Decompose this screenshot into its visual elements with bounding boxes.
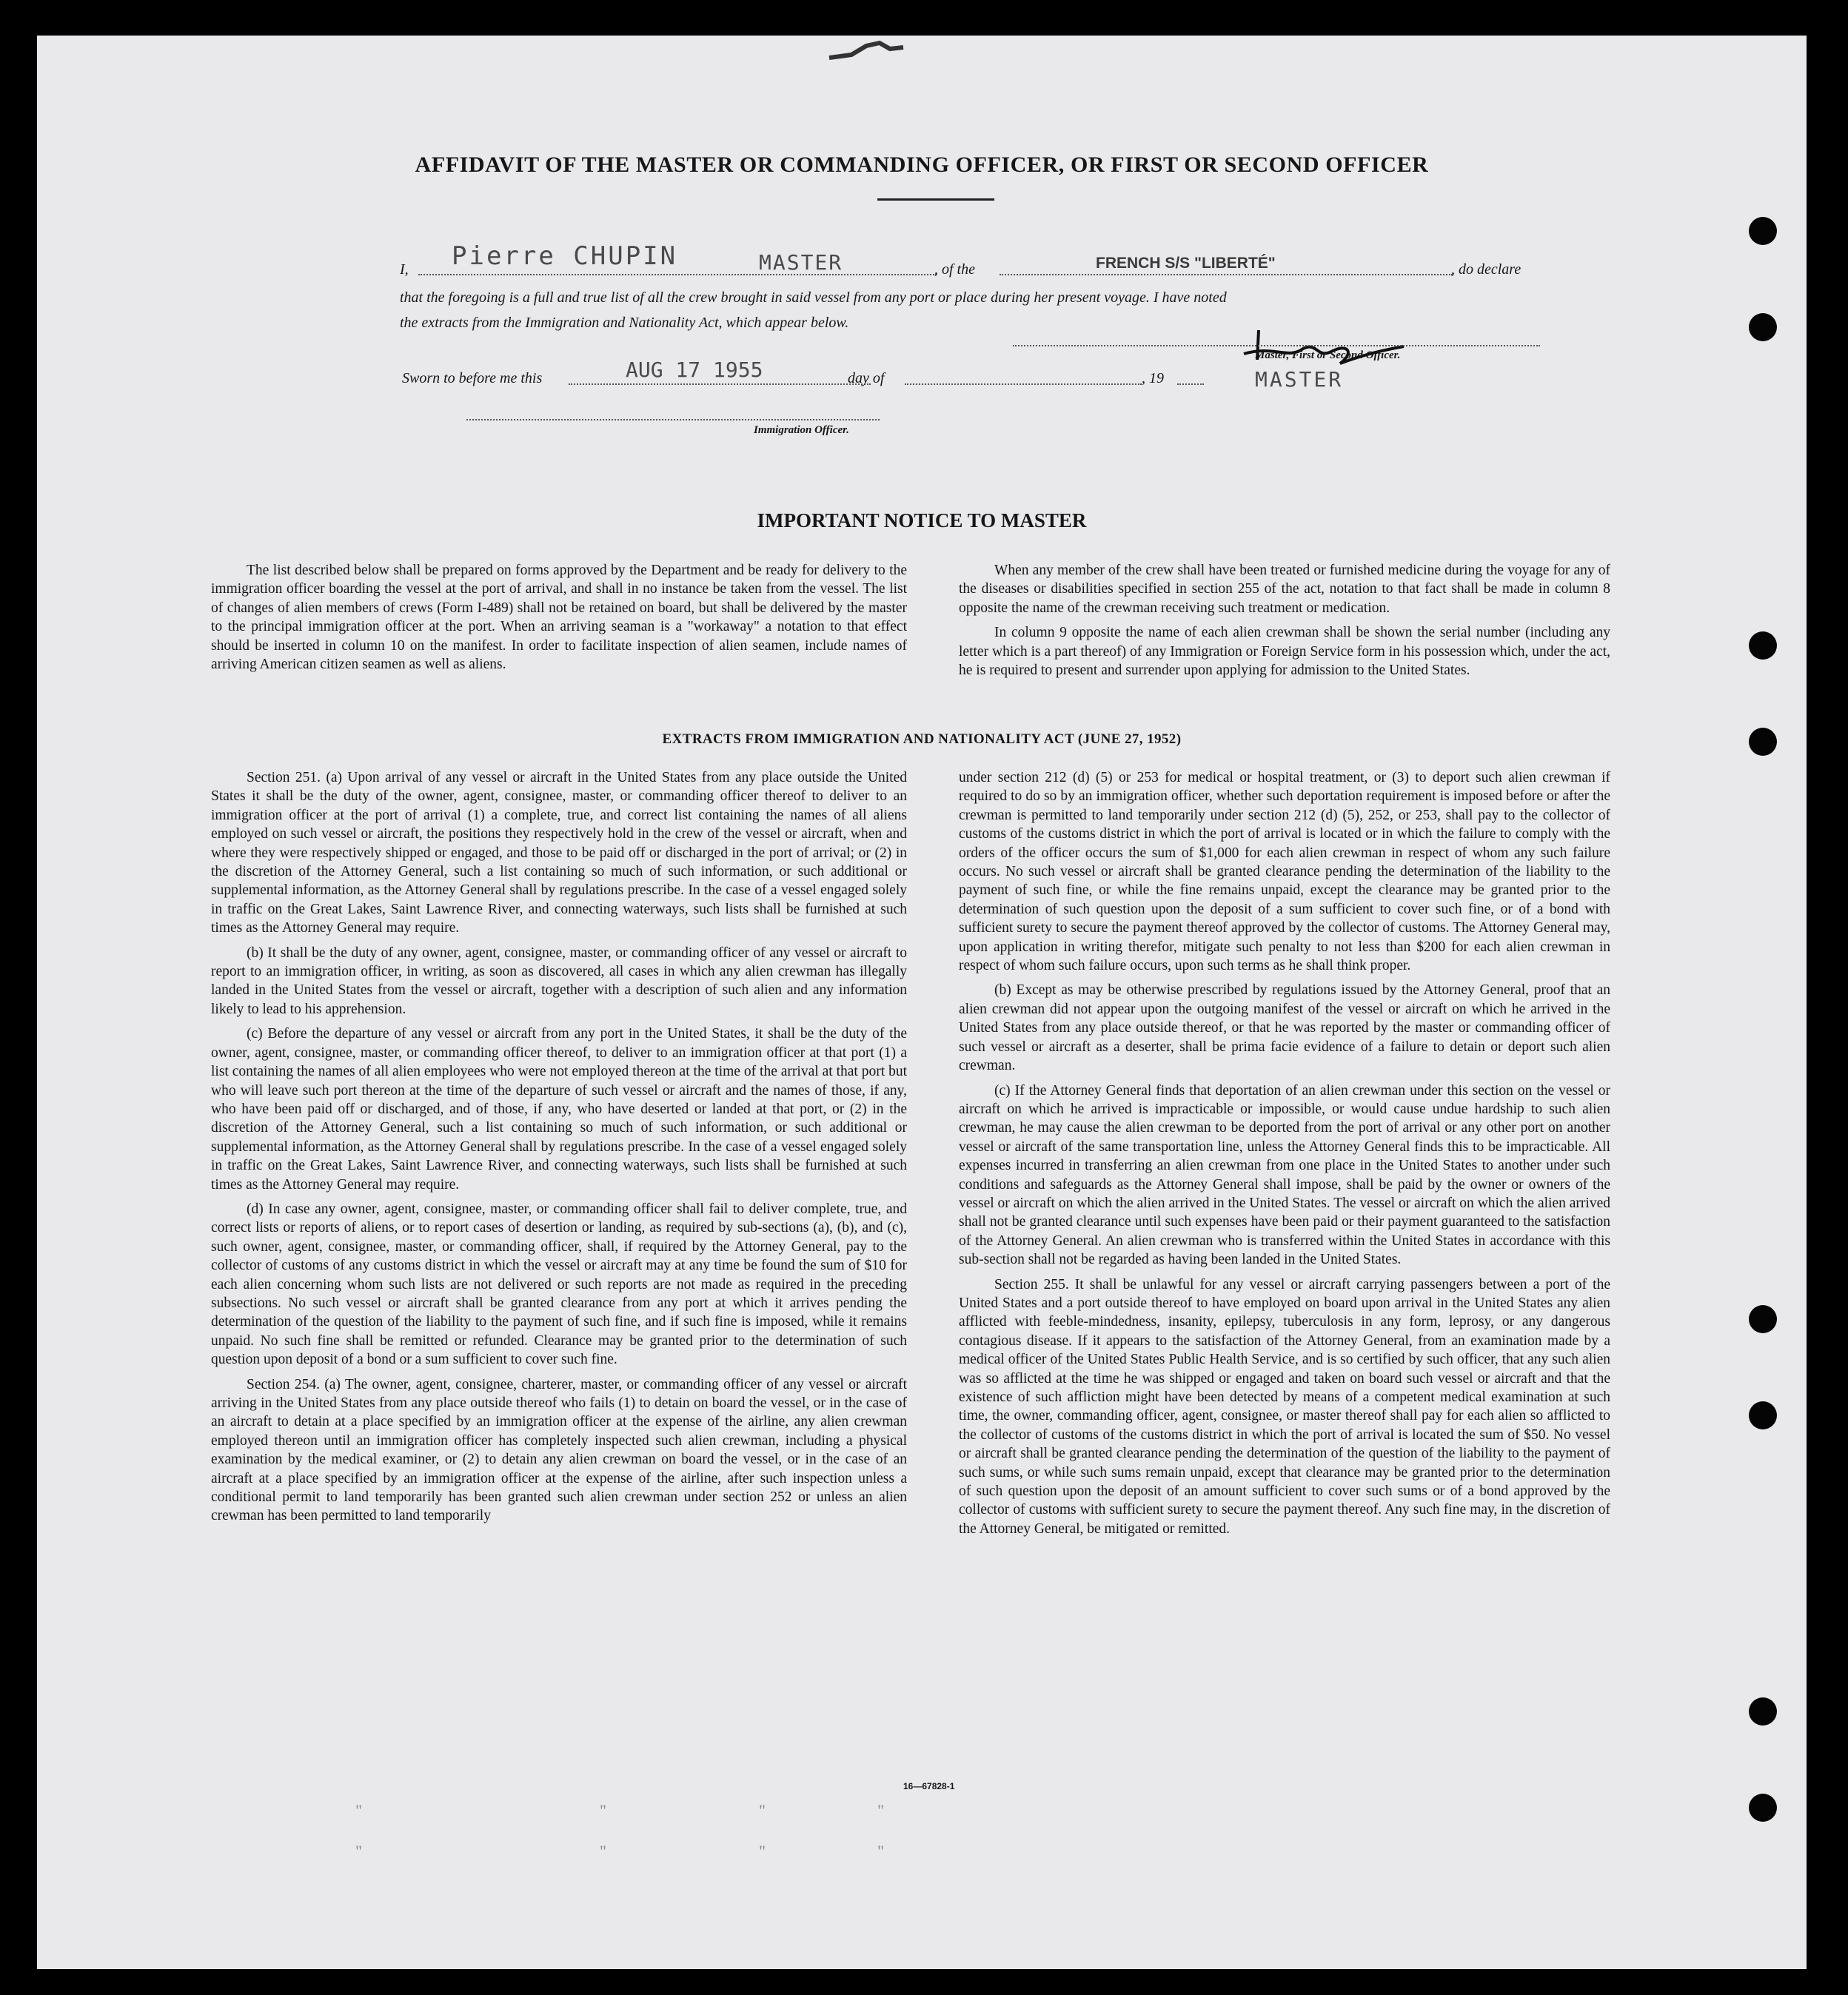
section-254-a-continued: under section 212 (d) (5) or 253 for medical or hospital treatment, or (3) to deport such alien crewman if required to do so by an immigration officer, whether such deportation requirement is imposed before or after the crewman is permitted to land temporarily under section 212 (d) (5), 252, or 253, shall pay to the collector of customs of the customs district in which the port of arrival is located or in which the failure to comply with the orders of the officer occurs the sum of $1,000 for each alien crewman in respect of whom any such failure occurs. No such vessel or aircraft shall be granted clearance pending the determination of the liability to the payment of such fine, or while the fine remains unpaid, except the clearance may be granted prior to the determination of such question upon the deposit of a sum sufficient to cover such fine, or of a bond with sufficient surety to secure the payment thereof approved by the collector of customs. The Attorney General may, upon application in writing therefor, mitigate such penalty to not less than $200 for each alien crewman in respect of whom such failure occurs, upon such terms as he shall think proper.: [959, 770, 1610, 974]
sworn-date-line: [569, 383, 871, 385]
ditto-mark: ": [877, 1842, 884, 1860]
ditto-mark: ": [355, 1842, 362, 1860]
officer-caption: Immigration Officer.: [754, 424, 849, 436]
declaration-line-2: that the foregoing is a full and true list of all the crew brought in said vessel from any port or place during her present voyage. I have noted: [400, 289, 1227, 306]
sworn-date-filled: AUG 17 1955: [626, 358, 763, 382]
signature-line: [1013, 345, 1540, 346]
notice-right-paragraph-1: When any member of the crew shall have been treated or furnished medicine during the voyage for any of the diseases or disabilities specified in section 255 of the act, notation to that fact shall be made in column 8 opposite the name of the crewman receiving such treatment or medication.: [959, 563, 1610, 616]
ditto-mark: ": [759, 1842, 766, 1860]
notice-right-column: [959, 561, 1610, 685]
binder-hole: [1749, 1401, 1777, 1429]
year-prefix: , 19: [1142, 370, 1164, 386]
notice-right-paragraph-2: In column 9 opposite the name of each alien crewman shall be shown the serial number (including any letter which is a part thereof) of any Immigration or Foreign Service form in his possession which, under the act, he is required to present and surrender upon applying for admission to the United States.: [959, 625, 1610, 679]
document-page: [37, 36, 1807, 1969]
extracts-title: EXTRACTS FROM IMMIGRATION AND NATIONALITY ACT (JUNE 27, 1952): [662, 731, 1182, 747]
notice-left-paragraph: The list described below shall be prepared on forms approved by the Department and be ready for delivery to the immigration officer boarding the vessel at the port of arrival, and shall in no instance be taken from the vessel. The list of changes of alien members of crews (Form I-489) shall not be retained on board, but shall be delivered by the master to the principal immigration officer at the port. When an arriving seaman is a "workaway" a notation to that effect should be inserted in column 10 on the manifest. In order to facilitate inspection of alien seamen, include names of arriving American citizen seamen as well as aliens.: [211, 563, 907, 673]
section-251-d: (d) In case any owner, agent, consignee, master, or commanding officer shall fail to deliver complete, true, and correct lists or reports of aliens, or to report cases of desertion or landing, as required by sub-sections (a), (b), and (c), such owner, agent, consignee, master, or commanding officer, shall, if required by the Attorney General, pay to the collector of customs of any customs district in which the vessel or aircraft may at any time be found the sum of $10 for each alien concerning whom such lists are not delivered or such reports are not made as required in the preceding subsections. No such vessel or aircraft shall be granted clearance from any port at which it arrives pending the determination of the question of the liability to the payment of such fine, and if such fine is imposed, while it remains unpaid. No such fine shall be remitted or refunded. Clearance may be granted prior to the determination of such question upon deposit of a bond or a sum sufficient to cover such fine.: [211, 1201, 907, 1368]
ditto-mark: ": [600, 1801, 606, 1820]
vessel-line: [1000, 274, 1453, 275]
section-251-b: (b) It shall be the duty of any owner, agent, consignee, master, or commanding officer of any vessel or aircraft to report to an immigration officer, in writing, as soon as discovered, all cases in which any alien crewman has illegally landed in the United States from the vessel or aircraft, together with a description of such alien and any information likely to lead to his apprehension.: [211, 945, 907, 1017]
signature-scrawl: [1229, 308, 1407, 375]
signature-rank-stamp: MASTER: [1255, 367, 1344, 392]
signature-caption: Master, First or Second Officer.: [1255, 349, 1401, 361]
section-251-a: Section 251. (a) Upon arrival of any vessel or aircraft in the United States from any place outside the United States it shall be the duty of the owner, agent, consignee, master, or commanding officer thereof to deliver to an immigration officer at the port of arrival (1) a complete, true, and correct list containing the names of all aliens employed on such vessel or aircraft, the positions they respectively hold in the crew of the vessel or aircraft, when and where they were respectively shipped or engaged, and those to be paid off or discharged in the port of arrival; or (2) in the discretion of the Attorney General, such a list containing so much of such information, or such additional or supplemental information, as the Attorney General shall by regulations prescribe. In the case of a vessel engaged solely in traffic on the Great Lakes, Saint Lawrence River, and connecting waterways, such lists shall be furnished at such times as the Attorney General may require.: [211, 770, 907, 936]
binder-hole: [1749, 313, 1777, 341]
day-of-label: day of: [848, 370, 885, 386]
form-number: 16—67828-1: [903, 1781, 955, 1791]
section-255: Section 255. It shall be unlawful for any vessel or aircraft carrying passengers between a port of the United States and a port outside thereof to have employed on board upon arrival in the United States any alien afflicted with feeble-mindedness, insanity, epilepsy, tuberculosis in any form, leprosy, or any dangerous contagious disease. If it appears to the satisfaction of the Attorney General, from an examination made by a medical officer of the United States Public Health Service, and is so certified by such officer, that any such alien was so afflicted at the time he was shipped or engaged and taken on board such vessel or aircraft and that the existence of such affliction might have been detected by means of a competent medical examination at such time, the owner, commanding officer, agent, consignee, or master thereof shall pay for each alien so afflicted to the collector of customs of the customs district in which the port of arrival is located the sum of $50. No vessel or aircraft shall be granted clearance pending the determination of the question of the liability to the payment of such sums, or while such sums remain unpaid, except that clearance may be granted prior to the determination of such question upon the deposit of an amount sufficient to cover such sums or of a bond approved by the collector of customs with sufficient surety to secure the payment thereof. Any such fine may, in the discretion of the Attorney General, be mitigated or remitted.: [959, 1276, 1610, 1537]
binder-hole: [1749, 217, 1777, 245]
extracts-left-column: [211, 768, 907, 1532]
of-the-label: , of the: [934, 261, 975, 278]
ditto-mark: ": [600, 1842, 606, 1860]
binder-hole: [1749, 1305, 1777, 1333]
declaration-line-3: the extracts from the Immigration and Nationality Act, which appear below.: [400, 315, 849, 331]
officer-line: [466, 419, 880, 420]
section-254-c: (c) If the Attorney General finds that deportation of an alien crewman under this section on the vessel or aircraft on which he arrived is impracticable or impossible, or would cause undue hardship to such alien crewman, he may cause the alien crewman to be deported from the port of arrival or any other port on another vessel or aircraft of the same transportation line, unless the Attorney General finds this to be impracticable. All expenses incurred in transferring an alien crewman from one place in the United States to another under such conditions and safeguards as the Attorney General shall impose, shall be paid by the owner or owners of the vessel or aircraft on which the alien arrived in the United States. The vessel or aircraft on which the alien arrived shall not be granted clearance until such expenses have been paid or their payment guaranteed to the satisfaction of the Attorney General. An alien crewman who is transferred within the United States in accordance with this sub-section shall not be regarded as having been landed in the United States.: [959, 1082, 1610, 1268]
binder-hole: [1749, 728, 1777, 756]
section-254-b: (b) Except as may be otherwise prescribed by regulations issued by the Attorney General, proof that an alien crewman did not appear upon the outgoing manifest of the vessel or aircraft on which he arrived in the United States from any place outside thereof, or that he was reported by the master or commanding officer of such vessel or aircraft as a deserter, shall be prima facie evidence of a failure to detain or deport such alien crewman.: [959, 982, 1610, 1074]
notice-title: IMPORTANT NOTICE TO MASTER: [757, 509, 1087, 532]
affidavit-title: AFFIDAVIT OF THE MASTER OR COMMANDING OFFICER, OR FIRST OR SECOND OFFICER: [415, 152, 1429, 177]
do-declare-label: , do declare: [1451, 261, 1521, 278]
vessel-filled: FRENCH S/S "LIBERTÉ": [1096, 255, 1276, 272]
section-251-c: (c) Before the departure of any vessel or aircraft from any port in the United States, it shall be the duty of the owner, agent, consignee, master, or commanding officer thereof, to deliver to an immigration officer at that port (1) a list containing the names of all alien employees who were not employed thereon at the time of the arrival at that port but who will leave such port thereon at the time of the departure of such vessel or aircraft and the names of those, if any, who have been paid off or discharged, and of those, if any, who have deserted or landed at that port, or (2) in the discretion of the Attorney General, such a list containing so much of such information, or such additional or supplemental information, as the Attorney General shall by regulations prescribe. In the case of a vessel engaged solely in traffic on the Great Lakes, Saint Lawrence River, and connecting waterways, such lists shall be furnished at such times as the Attorney General may require.: [211, 1026, 907, 1193]
rank-filled: MASTER: [759, 250, 843, 275]
torn-mark: [822, 36, 911, 65]
sworn-prefix: Sworn to before me this: [402, 370, 543, 386]
name-filled: Pierre CHUPIN: [452, 241, 678, 271]
section-254-a: Section 254. (a) The owner, agent, consignee, charterer, master, or commanding officer of any vessel or aircraft arriving in the United States from any place outside thereof who fails (1) to detain on board the vessel, or in the case of an aircraft to detain at a place specified by an immigration officer at the expense of the airline, any alien crewman employed thereon until an immigration officer has completely inspected such alien crewman, including a physical examination by the medical examiner, or (2) to detain any alien crewman on board the vessel, or in the case of an aircraft at a place specified by an immigration officer at the expense of the airline, after such inspection unless a conditional permit to land temporarily has been granted such alien crewman under section 252 or unless an alien crewman has been permitted to land temporarily: [211, 1376, 907, 1524]
day-of-line: [905, 383, 1142, 385]
ditto-mark: ": [355, 1801, 362, 1820]
binder-hole: [1749, 1697, 1777, 1726]
binder-hole: [1749, 631, 1777, 660]
ditto-mark: ": [759, 1801, 766, 1820]
signature: [1229, 308, 1407, 375]
year-line: [1177, 383, 1204, 385]
name-line: [418, 274, 937, 275]
ditto-mark: ": [877, 1801, 884, 1820]
binder-hole: [1749, 1794, 1777, 1822]
declaration-prefix: I,: [400, 261, 409, 278]
extracts-right-column: [959, 768, 1610, 1544]
notice-left-column: [211, 561, 907, 680]
title-divider: [877, 198, 994, 201]
